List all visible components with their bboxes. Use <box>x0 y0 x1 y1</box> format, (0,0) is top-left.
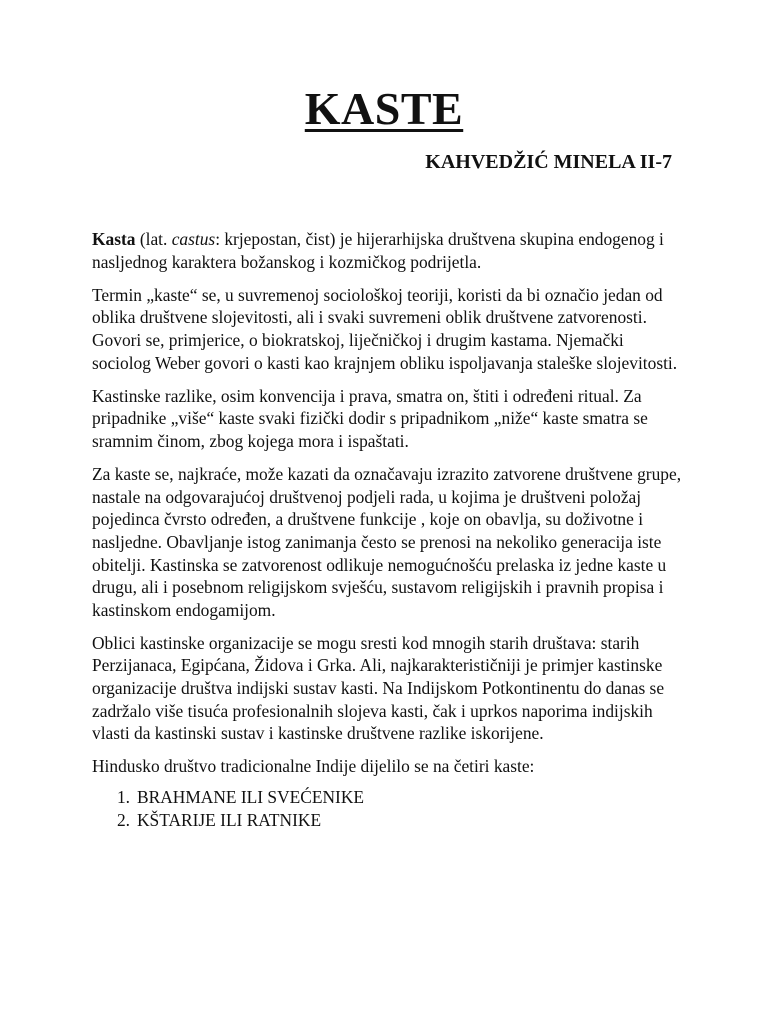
list-text: BRAHMANE ILI SVEĆENIKE <box>137 787 365 808</box>
list-number: 2. <box>116 809 130 830</box>
paragraph: Oblici kastinske organizacije se mogu sresti kod mnogih starih društava: starih Perzijanaca, Egipćana, Židova i Grka. Ali, najkarakterističniji je primjer kastinske organizacije društva indijski sustav kasti. Na Indijskom Potkontinentu do danas se zadržalo više tisuća profesionalnih slojeva kasti, čak i uprkos naporima indijskih vlasti da kastinski sustav i kastinske društvene razlike iskorijene. <box>92 632 665 744</box>
intro-term: Kasta <box>92 229 136 249</box>
paragraph: Hindusko društvo tradicionalne Indije dijelilo se na četiri kaste: <box>92 756 535 777</box>
intro-paragraph <box>92 228 682 273</box>
caste-list <box>92 786 682 831</box>
paragraph: Termin „kaste“ se, u suvremenoj sociološkoj teoriji, koristi da bi označio jedan od oblika društvene slojevitosti, ali i svaki suvremeni oblik društvene zatvorenosti. Govori se, primjerice, o biokratskoj, liječničkoj i drugim kastama. Njemački sociolog Weber govori o kasti kao krajnjem obliku ispoljavanja staleške slojevitosti. <box>92 284 678 373</box>
list-item <box>92 809 682 832</box>
document-title: KASTE <box>304 83 464 134</box>
intro-open: (lat. <box>135 229 172 249</box>
intro-rest: : krjepostan, čist) je hijerarhijska društvena skupina endogenog i nasljednog karaktera božanskog i kozmičkog podrijetla. <box>92 229 664 272</box>
list-number: 1. <box>116 787 130 808</box>
paragraph: Za kaste se, najkraće, može kazati da označavaju izrazito zatvorene društvene grupe, nastale na odgovarajućoj društvenoj podjeli rada, u kojima je društveni položaj pojedinca čvrsto određen, a društvene funkcije , koje on obavlja, su doživotne i nasljedne. Obavljanje istog zanimanja često se prenosi na nekoliko generacija iste obitelji. Kastinska se zatvorenost odlikuje nemogućnošću prelaska iz jedne kaste u drugu, ali i posebnom religijskom svješću, sustavom religijskih i pravnih propisa i kastinskom endogamijom. <box>92 464 682 620</box>
list-text: KŠTARIJE ILI RATNIKE <box>137 809 322 830</box>
author-line: KAHVEDŽIĆ MINELA II-7 <box>425 151 672 173</box>
paragraph: Kastinske razlike, osim konvencija i prava, smatra on, štiti i određeni ritual. Za pripadnike „više“ kaste svaki fizički dodir s pripadnikom „niže“ kaste smatra se sramnim činom, zbog kojega mora i ispaštati. <box>92 385 648 451</box>
document-body <box>92 228 682 831</box>
intro-latin: castus <box>171 229 216 249</box>
list-item <box>92 786 682 809</box>
